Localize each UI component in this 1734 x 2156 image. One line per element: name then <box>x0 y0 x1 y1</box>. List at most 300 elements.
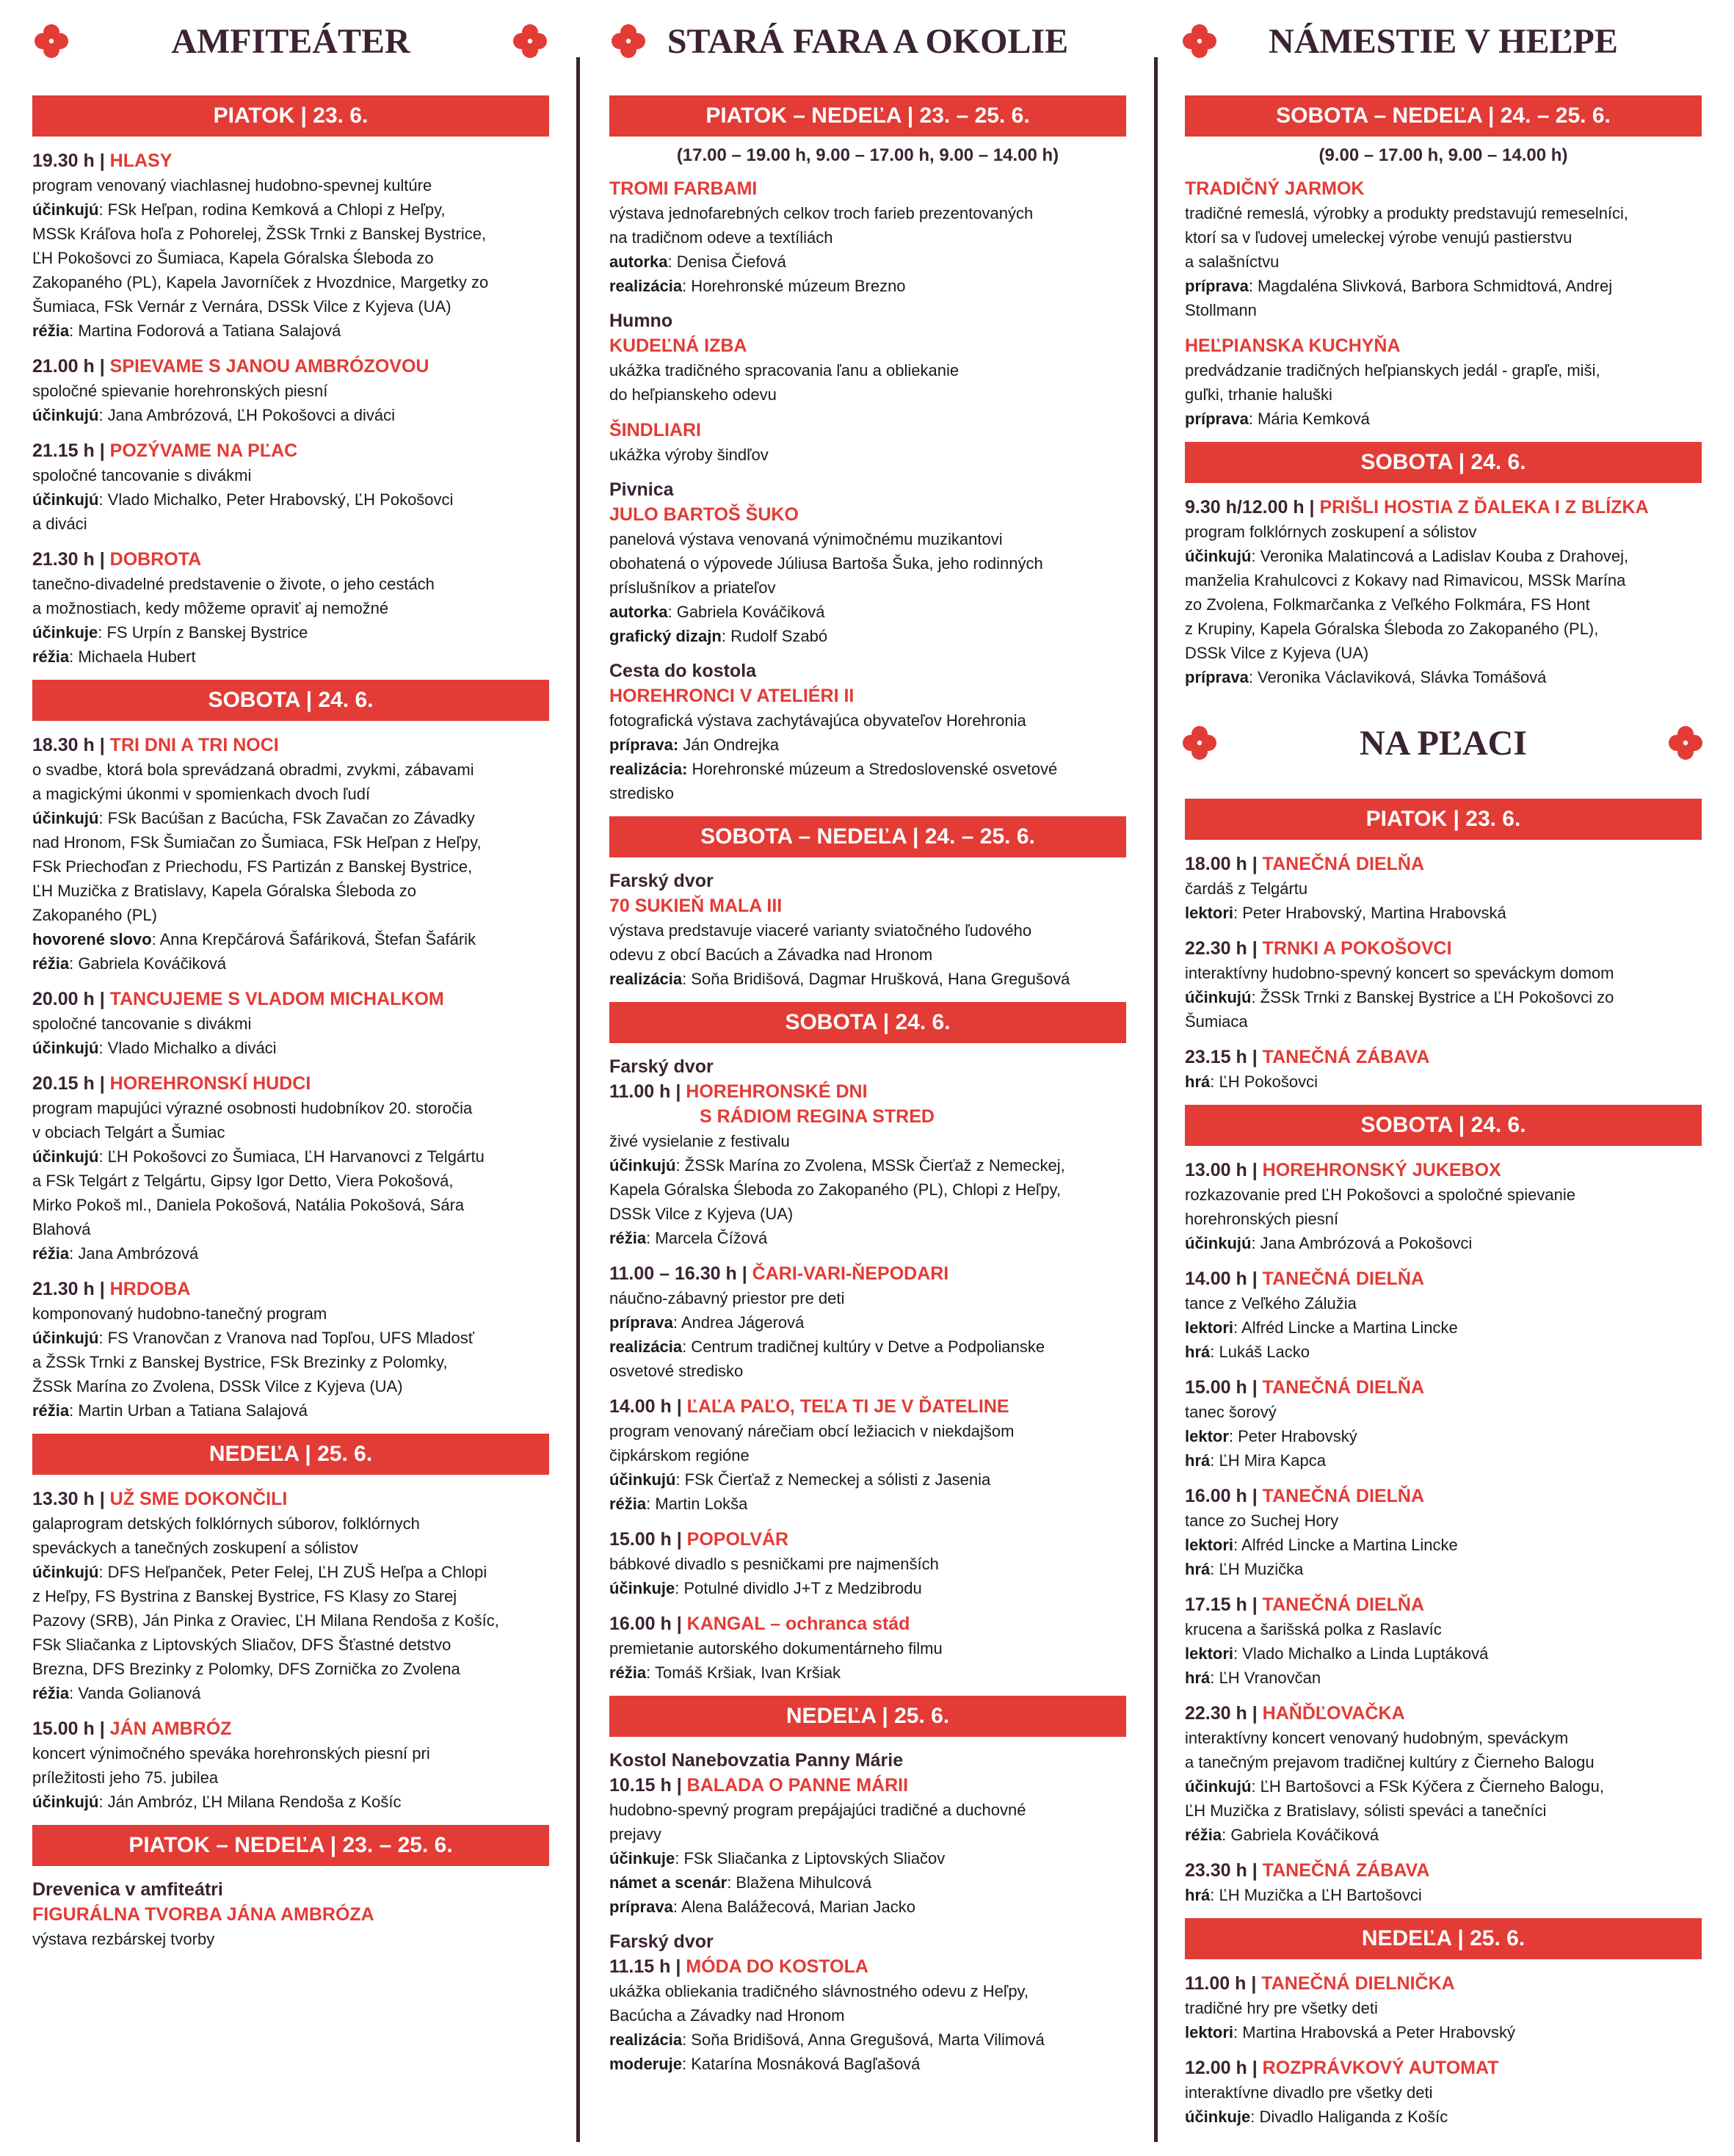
detail-value: : Vlado Michalko a Linda Luptáková <box>1233 1644 1489 1663</box>
event <box>609 1261 1126 1383</box>
column-header <box>1185 0 1702 82</box>
event-title <box>1185 1858 1702 1883</box>
event <box>609 1394 1126 1516</box>
day-header: NEDEĽA | 25. 6. <box>32 1434 549 1475</box>
event-detail-line: výstava jednofarebných celkov troch farieb prezentovaných <box>609 204 1034 222</box>
event-time: 21.15 h <box>32 440 95 461</box>
event-title <box>1185 852 1702 876</box>
event-detail-line <box>1185 1231 1702 1255</box>
event-detail-line <box>609 274 1126 298</box>
event-detail-line: a možnostiach, kedy môžeme opraviť aj nemožné <box>32 599 389 617</box>
event-title <box>609 1527 1126 1552</box>
day-header: SOBOTA – NEDEĽA | 24. – 25. 6. <box>609 816 1126 857</box>
detail-value: : Jana Ambrózová <box>69 1244 199 1263</box>
detail-label: hovorené slovo <box>32 930 152 948</box>
event-title <box>32 438 549 463</box>
event-name: TANCUJEME S VLADOM MICHALKOM <box>109 989 444 1009</box>
event-title <box>609 1773 1126 1798</box>
detail-value: : Horehronské múzeum Brezno <box>682 277 906 295</box>
event-detail-line: nad Hronom, FSk Šumiačan zo Šumiaca, FSk Heľpan z Heľpy, <box>32 833 482 852</box>
separator: | <box>1304 497 1320 518</box>
event-detail-line <box>609 1467 1126 1492</box>
event-name: JÁN AMBRÓZ <box>109 1718 232 1739</box>
event-detail-line: tance z Veľkého Zálužia <box>1185 1294 1357 1313</box>
flower-icon <box>512 23 548 59</box>
event-name: HOREHRONSKÍ HUDCI <box>109 1073 311 1094</box>
detail-label: lektori <box>1185 904 1234 922</box>
event-detail-line: program mapujúci výrazné osobnosti hudobníkov 20. storočia <box>32 1099 473 1117</box>
detail-value: : Jana Ambrózová a Pokošovci <box>1251 1234 1473 1252</box>
event <box>1185 176 1702 322</box>
event-detail-line: Zakopaného (PL), Kapela Javorníček z Hvozdnice, Margetky zo <box>32 273 489 291</box>
event-detail-line <box>32 487 549 512</box>
event-detail-line: výstava rezbárskej tvorby <box>32 1930 215 1948</box>
event-detail-line: krucena a šarišská polka z Raslavíc <box>1185 1620 1442 1638</box>
event-time: 15.00 h <box>32 1718 95 1739</box>
event-detail-line: Bacúcha a Závadky nad Hronom <box>609 2006 845 2025</box>
detail-value: Ján Ondrejka <box>678 736 780 754</box>
event <box>32 1487 549 1705</box>
detail-value: : Mária Kemková <box>1248 410 1370 428</box>
event-detail-line: Pazovy (SRB), Ján Pinka z Oraviec, ĽH Milana Rendoša z Košíc, <box>32 1611 499 1630</box>
event-time: 12.00 h <box>1185 2058 1247 2078</box>
event-title <box>1185 1701 1702 1726</box>
separator: | <box>671 1396 687 1417</box>
event-detail-line: tradičné remeslá, výrobky a produkty predstavujú remeselníci, <box>1185 204 1629 222</box>
separator: | <box>671 1614 687 1634</box>
detail-value: : ĽH Muzička <box>1210 1560 1304 1578</box>
event-detail-line: stredisko <box>609 784 675 802</box>
event-detail-line <box>32 403 549 427</box>
detail-label: účinkuje <box>609 1849 675 1868</box>
event <box>1185 1266 1702 1364</box>
event-name: MÓDA DO KOSTOLA <box>686 1956 868 1977</box>
event-detail-line <box>32 1398 549 1423</box>
event <box>1185 852 1702 925</box>
event-time: 11.15 h <box>609 1956 671 1977</box>
detail-label: účinkuje <box>609 1579 675 1597</box>
event <box>1185 1858 1702 1907</box>
separator: | <box>94 440 110 461</box>
detail-value: : Anna Krepčárová Šafáriková, Štefan Šafárik <box>151 930 476 948</box>
event-detail-line <box>1185 1641 1702 1666</box>
detail-label: autorka <box>609 253 668 271</box>
event-place: Farský dvor <box>609 871 714 891</box>
detail-label: réžia <box>32 1244 70 1263</box>
detail-label: účinkujú <box>32 1039 99 1057</box>
event-title <box>1185 495 1702 520</box>
detail-label: hrá <box>1185 1560 1211 1578</box>
event-title <box>1185 1045 1702 1070</box>
event-name: 70 SUKIEŇ MALA III <box>609 896 783 916</box>
detail-value: : FSk Heľpan, rodina Kemková a Chlopi z Heľpy, <box>98 200 446 219</box>
event-detail-line <box>1185 1774 1702 1799</box>
event-detail-line: a salašníctvu <box>1185 253 1280 271</box>
event <box>1185 936 1702 1034</box>
event-detail-line: bábkové divadlo s pesničkami pre najmenších <box>609 1555 939 1573</box>
event-detail-line: o svadbe, ktorá bola sprevádzaná obradmi, zvykmi, zábavami <box>32 761 474 779</box>
detail-value: : Gabriela Kováčiková <box>667 603 825 621</box>
detail-value: : Veronika Malatincová a Ladislav Kouba z Drahovej, <box>1251 547 1629 565</box>
detail-label: realizácia <box>609 2030 683 2049</box>
event-detail-line <box>32 197 549 222</box>
detail-value: : ŽSSk Marína zo Zvolena, MSSk Čierťaž z Nemeckej, <box>675 1156 1065 1175</box>
detail-label: príprava <box>609 1898 673 1916</box>
event-title <box>32 733 549 758</box>
event-name: ĽAĽA PAĽO, TEĽA TI JE V ĎATELINE <box>686 1396 1009 1417</box>
event-detail-line <box>32 927 549 951</box>
column-title: STARÁ FARA A OKOLIE <box>667 21 1069 61</box>
event-detail-line <box>1185 1823 1702 1847</box>
event <box>32 547 549 669</box>
detail-value: : ĽH Mira Kapca <box>1210 1451 1326 1470</box>
detail-label: réžia <box>1185 1826 1222 1844</box>
event-detail-line <box>32 620 549 645</box>
detail-label: lektori <box>1185 1644 1234 1663</box>
event-detail-line <box>1185 665 1702 689</box>
day-header: PIATOK – NEDEĽA | 23. – 25. 6. <box>609 95 1126 137</box>
event-place: Farský dvor <box>609 1931 714 1952</box>
detail-label: realizácia <box>609 970 683 988</box>
event-detail-line: z Heľpy, FS Bystrina z Banskej Bystrice, FS Klasy zo Starej <box>32 1587 457 1605</box>
event <box>32 1071 549 1266</box>
event-detail-line: živé vysielanie z festivalu <box>609 1132 790 1150</box>
event <box>609 1930 1126 2076</box>
event-title <box>1185 1375 1702 1400</box>
event-name: UŽ SME DOKONČILI <box>109 1489 288 1509</box>
event <box>609 478 1126 648</box>
detail-label: účinkujú <box>32 200 99 219</box>
event-title <box>1185 2055 1702 2080</box>
flower-icon <box>1182 725 1217 761</box>
event-detail-line: z Krupiny, Kapela Góralska Śleboda zo Zakopaného (PL), <box>1185 620 1599 638</box>
event-detail-line <box>609 1310 1126 1335</box>
separator: | <box>94 1489 110 1509</box>
detail-value: : Alfréd Lincke a Martina Lincke <box>1233 1318 1458 1337</box>
detail-value: : Peter Hrabovský, Martina Hrabovská <box>1233 904 1506 922</box>
detail-label: hrá <box>1185 1451 1211 1470</box>
detail-label: réžia <box>32 1401 70 1420</box>
event-title <box>32 1487 549 1511</box>
event <box>1185 1158 1702 1255</box>
event-place: Farský dvor <box>609 1056 714 1077</box>
event-detail-line: manželia Krahulcovci z Kokavy nad Rimavicou, MSSk Marína <box>1185 571 1626 589</box>
event-place: Humno <box>609 311 673 331</box>
event-detail-line: predvádzanie tradičných heľpianskych jedál - grapľe, miši, <box>1185 361 1600 380</box>
event-detail-line: spoločné spievanie horehronských piesní <box>32 382 328 400</box>
detail-value: : Alfréd Lincke a Martina Lincke <box>1233 1536 1458 1554</box>
detail-value: : Martina Fodorová a Tatiana Salajová <box>69 322 341 340</box>
event-title <box>609 1079 1126 1104</box>
event-detail-line <box>609 2052 1126 2076</box>
event-place: Drevenica v amfiteátri <box>32 1879 223 1900</box>
column-stara-fara <box>609 0 1126 2156</box>
event-name: HOREHRONCI V ATELIÉRI II <box>609 686 855 706</box>
event <box>1185 1592 1702 1690</box>
day-header: SOBOTA | 24. 6. <box>1185 1105 1702 1146</box>
detail-label: účinkujú <box>32 1563 99 1581</box>
separator: | <box>736 1263 752 1284</box>
event-detail-line: obohatená o výpovede Júliusa Bartoša Šuka, jeho rodinných <box>609 554 1043 573</box>
flower-icon <box>1668 725 1703 761</box>
event-name: HRDOBA <box>109 1279 191 1299</box>
event-detail-line: FSk Priechoďan z Priechodu, FS Partizán z Banskej Bystrice, <box>32 857 473 876</box>
event-detail-line <box>32 1326 549 1350</box>
event-title <box>32 987 549 1012</box>
detail-label: účinkujú <box>32 1329 99 1347</box>
event-detail-line: spoločné tancovanie s divákmi <box>32 466 252 484</box>
event-detail-line <box>609 1846 1126 1870</box>
event-detail-line: rozkazovanie pred ĽH Pokošovci a spoločné spievanie <box>1185 1186 1575 1204</box>
event-name: TRNKI A POKOŠOVCI <box>1262 938 1452 959</box>
detail-value: : Peter Hrabovský <box>1228 1427 1357 1445</box>
detail-label: lektori <box>1185 1318 1234 1337</box>
event-detail-line: ukážka tradičného spracovania ľanu a obliekanie <box>609 361 959 380</box>
event-detail-line: Blahová <box>32 1220 91 1238</box>
detail-value: : FS Vranovčan z Vranova nad Topľou, UFS Mladosť <box>98 1329 475 1347</box>
event-detail-line: Kapela Góralska Śleboda zo Zakopaného (PL), Chlopi z Heľpy, <box>609 1180 1062 1199</box>
event-detail-line: premietanie autorského dokumentárneho filmu <box>609 1639 943 1658</box>
event <box>32 148 549 343</box>
event <box>32 1277 549 1423</box>
detail-label: lektori <box>1185 2023 1234 2041</box>
flower-icon <box>34 23 69 59</box>
event-detail-line: galaprogram detských folklórnych súborov, folklórnych <box>32 1514 420 1533</box>
event-name: FIGURÁLNA TVORBA JÁNA AMBRÓZA <box>32 1904 374 1925</box>
event-name: TANEČNÁ DIELŇA <box>1262 854 1425 874</box>
event-title-line2: S RÁDIOM REGINA STRED <box>700 1106 935 1127</box>
event-name: TANEČNÁ DIELNIČKA <box>1261 1973 1455 1994</box>
detail-value: : Veronika Václaviková, Slávka Tomášová <box>1248 668 1547 686</box>
event-detail-line: príležitosti jeho 75. jubilea <box>32 1768 219 1787</box>
event-name: HLASY <box>109 150 173 171</box>
detail-value: : Blažena Mihulcová <box>727 1873 872 1892</box>
detail-label: účinkujú <box>1185 1234 1252 1252</box>
day-header: PIATOK | 23. 6. <box>1185 799 1702 840</box>
detail-value: : Martin Lokša <box>646 1495 748 1513</box>
event-detail-line: a diváci <box>32 515 87 533</box>
event-detail-line <box>609 1895 1126 1919</box>
event-time: 16.00 h <box>609 1614 672 1634</box>
separator: | <box>94 549 110 570</box>
event <box>32 438 549 536</box>
event-detail-line <box>609 624 1126 648</box>
event-detail-line <box>609 1153 1126 1177</box>
event-detail-line <box>609 757 1126 781</box>
event-title <box>609 1954 1126 1979</box>
event-title <box>1185 1266 1702 1291</box>
detail-label: réžia <box>609 1663 647 1682</box>
column-namestie <box>1185 0 1702 2156</box>
detail-value: Horehronské múzeum a Stredoslovenské osvetové <box>687 760 1058 778</box>
event-detail-line <box>32 645 549 669</box>
event <box>32 354 549 427</box>
event-name: TRADIČNÝ JARMOK <box>1185 178 1365 199</box>
event-name: ŠINDLIARI <box>609 420 701 440</box>
event-detail-line: príslušníkov a priateľov <box>609 578 776 597</box>
detail-value: : Divadlo Haliganda z Košíc <box>1250 2108 1448 2126</box>
event-time: 22.30 h <box>1185 1703 1247 1724</box>
event-detail-line: Stollmann <box>1185 301 1257 319</box>
event <box>609 418 1126 467</box>
event-time: 13.00 h <box>1185 1160 1247 1180</box>
detail-label: hrá <box>1185 1072 1211 1091</box>
event <box>32 1716 549 1814</box>
event-detail-line: ukážka obliekania tradičného slávnostného odevu z Heľpy, <box>609 1982 1029 2000</box>
event-detail-line <box>1185 1557 1702 1581</box>
event-time: 20.15 h <box>32 1073 95 1094</box>
event-name: DOBROTA <box>109 549 202 570</box>
event-detail-line: ktorí sa v ľudovej umeleckej výrobe venujú pastierstvu <box>1185 228 1572 247</box>
separator: | <box>94 150 110 171</box>
event-detail-line <box>609 2028 1126 2052</box>
event-time: 23.30 h <box>1185 1860 1247 1881</box>
event-time: 18.30 h <box>32 735 95 755</box>
event-detail-line: ŽSSk Marína zo Zvolena, DSSk Vilce z Kyjeva (UA) <box>32 1377 403 1395</box>
event-detail-line <box>1185 1070 1702 1094</box>
detail-label: príprava <box>1185 410 1249 428</box>
event-detail-line: program folklórnych zoskupení a sólistov <box>1185 523 1477 541</box>
event-time: 16.00 h <box>1185 1486 1247 1506</box>
event-detail-line <box>1185 1340 1702 1364</box>
detail-label: účinkujú <box>32 490 99 509</box>
day-header: SOBOTA | 24. 6. <box>32 680 549 721</box>
separator: | <box>1247 1703 1263 1724</box>
event-detail-line: tance zo Suchej Hory <box>1185 1511 1339 1530</box>
event-detail-line: DSSk Vilce z Kyjeva (UA) <box>609 1205 794 1223</box>
event-time: 22.30 h <box>1185 938 1247 959</box>
event-detail-line <box>32 1681 549 1705</box>
day-header: PIATOK | 23. 6. <box>32 95 549 137</box>
event-detail-line <box>1185 1424 1702 1448</box>
event-detail-line <box>32 806 549 830</box>
event-detail-line <box>1185 274 1702 298</box>
detail-value: : Vlado Michalko a diváci <box>98 1039 277 1057</box>
day-header: NEDEĽA | 25. 6. <box>609 1696 1126 1737</box>
event-detail-line: Šumiaca, FSk Vernár z Vernára, DSSk Vilce z Kyjeva (UA) <box>32 297 451 316</box>
event <box>32 733 549 976</box>
event-detail-line: čardáš z Telgártu <box>1185 879 1308 898</box>
event-time: 23.15 h <box>1185 1047 1247 1067</box>
event-title <box>32 1716 549 1741</box>
event-detail-line: Brezna, DFS Brezinky z Polomky, DFS Zornička zo Zvolena <box>32 1660 460 1678</box>
detail-value: : Jana Ambrózová, ĽH Pokošovci a diváci <box>98 406 395 424</box>
event-time: 20.00 h <box>32 989 95 1009</box>
event-detail-line <box>609 1492 1126 1516</box>
detail-label: príprava: <box>609 736 679 754</box>
event <box>609 659 1126 805</box>
event-time: 15.00 h <box>1185 1377 1247 1398</box>
detail-value: : Soňa Bridišová, Dagmar Hrušková, Hana Gregušová <box>682 970 1070 988</box>
detail-value: : Katarína Mosnáková Bagľašová <box>682 2055 921 2073</box>
event <box>609 1611 1126 1685</box>
day-header: NEDEĽA | 25. 6. <box>1185 1918 1702 1959</box>
separator: | <box>94 735 110 755</box>
event-detail-line: v obciach Telgárt a Šumiac <box>32 1123 225 1141</box>
detail-value: : FS Urpín z Banskej Bystrice <box>98 623 308 642</box>
event-detail-line: hudobno-spevný program prepájajúci tradičné a duchovné <box>609 1801 1026 1819</box>
detail-label: účinkujú <box>609 1156 676 1175</box>
detail-value: : ĽH Bartošovci a FSk Kýčera z Čierneho Balogu, <box>1251 1777 1605 1796</box>
detail-value: : ĽH Pokošovci <box>1210 1072 1318 1091</box>
event-detail-line: a ŽSSk Trnki z Banskej Bystrice, FSk Brezinky z Polomky, <box>32 1353 448 1371</box>
detail-label: účinkujú <box>32 1793 99 1811</box>
event-time: 15.00 h <box>609 1529 672 1550</box>
separator: | <box>1247 938 1263 959</box>
detail-label: účinkuje <box>32 623 98 642</box>
event-title <box>1185 1592 1702 1617</box>
event <box>32 987 549 1060</box>
event-detail-line: interaktívny hudobno-spevný koncert so speváckym domom <box>1185 964 1614 982</box>
flower-icon <box>1182 23 1217 59</box>
event-detail-line: osvetové stredisko <box>609 1362 744 1380</box>
event-name: HEĽPIANSKA KUCHYŇA <box>1185 335 1401 356</box>
event <box>1185 1971 1702 2044</box>
event-detail-line: tanečno-divadelné predstavenie o živote, o jeho cestách <box>32 575 435 593</box>
event-name: HOREHRONSKÉ DNI <box>686 1081 868 1102</box>
event-detail-line: výstava predstavuje viaceré varianty sviatočného ľudového <box>609 921 1032 940</box>
detail-value: : Alena Balážecová, Marian Jacko <box>672 1898 916 1916</box>
event-detail-line: ĽH Muzička z Bratislavy, Kapela Góralska Śleboda zo <box>32 882 416 900</box>
event-name: ROZPRÁVKOVÝ AUTOMAT <box>1262 2058 1499 2078</box>
event-detail-line: speváckych a tanečných zoskupení a sólistov <box>32 1539 358 1557</box>
event-detail-line: na tradičnom odeve a textíliách <box>609 228 833 247</box>
event <box>1185 1045 1702 1094</box>
detail-value: : Potulné dividlo J+T z Medzibrodu <box>675 1579 922 1597</box>
event-detail-line <box>32 1560 549 1584</box>
separator: | <box>94 1718 110 1739</box>
separator: | <box>1247 1860 1263 1881</box>
event-detail-line <box>609 733 1126 757</box>
separator: | <box>1247 1594 1263 1615</box>
detail-label: účinkujú <box>1185 547 1252 565</box>
event-detail-line <box>32 1241 549 1266</box>
detail-label: réžia <box>32 647 70 666</box>
detail-label: účinkujú <box>32 1147 99 1166</box>
event-detail-line <box>609 250 1126 274</box>
detail-label: réžia <box>32 322 70 340</box>
event-title <box>32 547 549 572</box>
event-title <box>609 1261 1126 1286</box>
detail-label: námet a scenár <box>609 1873 728 1892</box>
day-header: SOBOTA – NEDEĽA | 24. – 25. 6. <box>1185 95 1702 137</box>
detail-value: : FSk Čierťaž z Nemeckej a sólisti z Jasenia <box>675 1470 991 1489</box>
detail-label: príprava <box>1185 668 1249 686</box>
event-time: 9.30 h/12.00 h <box>1185 497 1305 518</box>
detail-value: : ĽH Muzička a ĽH Bartošovci <box>1210 1886 1422 1904</box>
detail-label: grafický dizajn <box>609 627 722 645</box>
detail-value: : Tomáš Kršiak, Ivan Kršiak <box>646 1663 841 1682</box>
detail-value: : Martina Hrabovská a Peter Hrabovský <box>1233 2023 1515 2041</box>
detail-label: moderuje <box>609 2055 683 2073</box>
event <box>1185 333 1702 431</box>
event-time: 19.30 h <box>32 150 95 171</box>
event-name: TRI DNI A TRI NOCI <box>109 735 279 755</box>
event-detail-line: ukážka výroby šindľov <box>609 446 769 464</box>
detail-value: : Denisa Čiefová <box>667 253 786 271</box>
detail-label: príprava <box>609 1313 673 1332</box>
event-detail-line <box>32 1144 549 1169</box>
event-place: Kostol Nanebovzatia Panny Márie <box>609 1750 904 1771</box>
column-title: NÁMESTIE V HEĽPE <box>1269 21 1618 61</box>
event-detail-line <box>1185 2020 1702 2044</box>
event-name: KANGAL – ochranca stád <box>686 1614 910 1634</box>
event <box>609 176 1126 298</box>
separator: | <box>94 989 110 1009</box>
event-detail-line: MSSk Kráľova hoľa z Pohorelej, ŽSSk Trnki z Banskej Bystrice, <box>32 225 487 243</box>
event-name: POPOLVÁR <box>686 1529 789 1550</box>
event-name: PRIŠLI HOSTIA Z ĎALEKA I Z BLÍZKA <box>1319 497 1649 518</box>
